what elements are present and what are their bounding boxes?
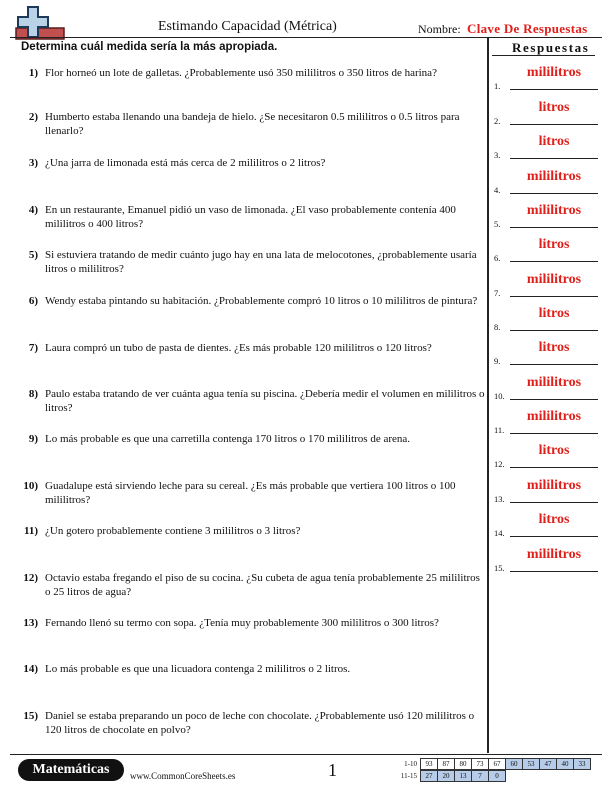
- score-cell: 13: [455, 771, 472, 782]
- question-text: En un restaurante, Emanuel pidió un vaso de limonada. ¿El vaso probablemente contenía 400 mililitros o 400 litros?: [45, 204, 456, 230]
- answer-number: 4.: [494, 185, 501, 195]
- answer-line: [510, 433, 598, 434]
- answer-number: 11.: [494, 425, 505, 435]
- answer-number: 10.: [494, 391, 505, 401]
- question-text: Si estuviera tratando de medir cuánto jugo hay en una lata de melocotones, ¿probablemente usaría litros o mililitros?: [45, 249, 477, 275]
- footer-divider: [10, 754, 602, 755]
- answer-item: [494, 100, 598, 126]
- answer-item: [494, 237, 598, 263]
- score-cell: 73: [472, 759, 489, 770]
- answer-line: [510, 158, 598, 159]
- answer-line: [510, 227, 598, 228]
- score-cell: 27: [421, 771, 438, 782]
- column-divider: [487, 37, 489, 753]
- answer-item: [494, 375, 598, 401]
- answers-title-underline: [492, 55, 595, 56]
- answer-line: [510, 502, 598, 503]
- answer-line: [510, 364, 598, 365]
- question-number: 4): [28, 204, 38, 216]
- question-text: Octavio estaba fregando el piso de su cocina. ¿Su cubeta de agua tenía probablemente 25 mililitros o 25 litros de agua?: [45, 572, 480, 598]
- header-divider: [10, 37, 602, 38]
- answer-value: mililitros: [526, 65, 582, 80]
- answer-line: [510, 89, 598, 90]
- score-cell: 80: [455, 759, 472, 770]
- answer-line: [510, 571, 598, 572]
- answer-number: 1.: [494, 81, 501, 91]
- page-title: Estimando Capacidad (Métrica): [158, 19, 337, 34]
- score-table-row-1: [394, 758, 591, 770]
- answer-line: [510, 124, 598, 125]
- name-value: Clave De Respuestas: [467, 21, 588, 36]
- answer-value: mililitros: [526, 272, 582, 287]
- answer-number: 15.: [494, 563, 505, 573]
- answer-number: 14.: [494, 528, 505, 538]
- question-text: Flor horneó un lote de galletas. ¿Probablemente usó 350 mililitros o 350 litros de harina?: [45, 67, 437, 79]
- answer-line: [510, 296, 598, 297]
- score-table-row-2: [394, 770, 506, 782]
- question-number: 2): [28, 111, 38, 123]
- answer-value: mililitros: [526, 409, 582, 424]
- question-number: 9): [28, 433, 38, 445]
- answer-value: litros: [538, 100, 570, 115]
- answer-value: mililitros: [526, 203, 582, 218]
- score-cell: 40: [557, 759, 574, 770]
- score-cell: 7: [472, 771, 489, 782]
- question-text: Paulo estaba tratando de ver cuánta agua tenía su piscina. ¿Debería medir el volumen en mililitros o litros?: [45, 388, 485, 414]
- answer-item: [494, 443, 598, 469]
- question-text: Humberto estaba llenando una bandeja de hielo. ¿Se necesitaron 0.5 mililitros o 0.5 litros para llenarlo?: [45, 111, 460, 137]
- answer-number: 8.: [494, 322, 501, 332]
- score-cell: 0: [489, 771, 506, 782]
- answer-number: 5.: [494, 219, 501, 229]
- answer-number: 6.: [494, 253, 501, 263]
- question-number: 8): [28, 388, 38, 400]
- answer-number: 3.: [494, 150, 501, 160]
- answer-item: [494, 65, 598, 91]
- answer-value: litros: [538, 134, 570, 149]
- question-text: Guadalupe está sirviendo leche para su cereal. ¿Es más probable que vertiera 100 litros o 100 mililitros?: [45, 480, 456, 506]
- plus-logo-icon: [14, 6, 66, 40]
- answer-value: mililitros: [526, 375, 582, 390]
- answer-item: [494, 203, 598, 229]
- score-cell: 60: [506, 759, 523, 770]
- answer-value: litros: [538, 443, 570, 458]
- question-number: 13): [23, 617, 38, 629]
- score-cell: 67: [489, 759, 506, 770]
- answer-item: [494, 340, 598, 366]
- score-cell: 47: [540, 759, 557, 770]
- score-cell: 87: [438, 759, 455, 770]
- question-number: 14): [23, 663, 38, 675]
- answer-value: litros: [538, 512, 570, 527]
- answer-value: mililitros: [526, 478, 582, 493]
- answer-item: [494, 272, 598, 298]
- answer-value: litros: [538, 306, 570, 321]
- question-number: 1): [28, 67, 38, 79]
- answer-number: 12.: [494, 459, 505, 469]
- answer-item: [494, 306, 598, 332]
- score-row-label: 1-10: [404, 760, 417, 768]
- answer-value: litros: [538, 237, 570, 252]
- question-text: Laura compró un tubo de pasta de dientes. ¿Es más probable 120 mililitros o 120 litros?: [45, 342, 432, 354]
- answer-number: 2.: [494, 116, 501, 126]
- answer-line: [510, 536, 598, 537]
- answer-item: [494, 547, 598, 573]
- answer-line: [510, 261, 598, 262]
- score-cell: 20: [438, 771, 455, 782]
- site-url: www.CommonCoreSheets.es: [130, 771, 236, 781]
- name-label: Nombre:: [418, 22, 461, 36]
- answers-title: Respuestas: [512, 40, 590, 55]
- question-number: 12): [23, 572, 38, 584]
- page-number: 1: [328, 760, 337, 780]
- answer-value: mililitros: [526, 169, 582, 184]
- score-cell: 53: [523, 759, 540, 770]
- question-number: 7): [28, 342, 38, 354]
- score-cell: 33: [574, 759, 591, 770]
- answer-line: [510, 193, 598, 194]
- question-number: 6): [28, 295, 38, 307]
- score-row-label: 11-15: [400, 772, 417, 780]
- answer-line: [510, 467, 598, 468]
- answer-item: [494, 409, 598, 435]
- question-text: Fernando llenó su termo con sopa. ¿Tenía muy probablemente 300 mililitros o 300 litros?: [45, 617, 439, 629]
- question-text: Lo más probable es que una carretilla contenga 170 litros o 170 mililitros de arena.: [45, 433, 411, 445]
- answer-value: mililitros: [526, 547, 582, 562]
- answer-number: 7.: [494, 288, 501, 298]
- question-text: Lo más probable es que una licuadora contenga 2 mililitros o 2 litros.: [45, 663, 351, 675]
- answer-value: litros: [538, 340, 570, 355]
- answer-line: [510, 399, 598, 400]
- answer-number: 13.: [494, 494, 505, 504]
- answer-item: [494, 134, 598, 160]
- instructions: Determina cuál medida sería la más apropiada.: [21, 41, 278, 53]
- question-text: ¿Un gotero probablemente contiene 3 mililitros o 3 litros?: [45, 525, 301, 537]
- answer-number: 9.: [494, 356, 501, 366]
- answer-line: [510, 330, 598, 331]
- question-text: Daniel se estaba preparando un poco de leche con chocolate. ¿Probablemente usó 120 mililitros o 120 litros de chocolate en polvo?: [45, 710, 475, 736]
- question-number: 11): [23, 525, 38, 537]
- question-number: 3): [28, 157, 38, 169]
- question-number: 10): [23, 480, 38, 492]
- answer-item: [494, 512, 598, 538]
- question-text: ¿Una jarra de limonada está más cerca de 2 mililitros o 2 litros?: [45, 157, 326, 169]
- question-number: 5): [28, 249, 38, 261]
- answer-item: [494, 169, 598, 195]
- brand-badge: Matemáticas: [18, 759, 124, 781]
- question-text: Wendy estaba pintando su habitación. ¿Probablemente compró 10 litros o 10 mililitros de pintura?: [45, 295, 478, 307]
- answer-item: [494, 478, 598, 504]
- score-cell: 93: [421, 759, 438, 770]
- question-number: 15): [23, 710, 38, 722]
